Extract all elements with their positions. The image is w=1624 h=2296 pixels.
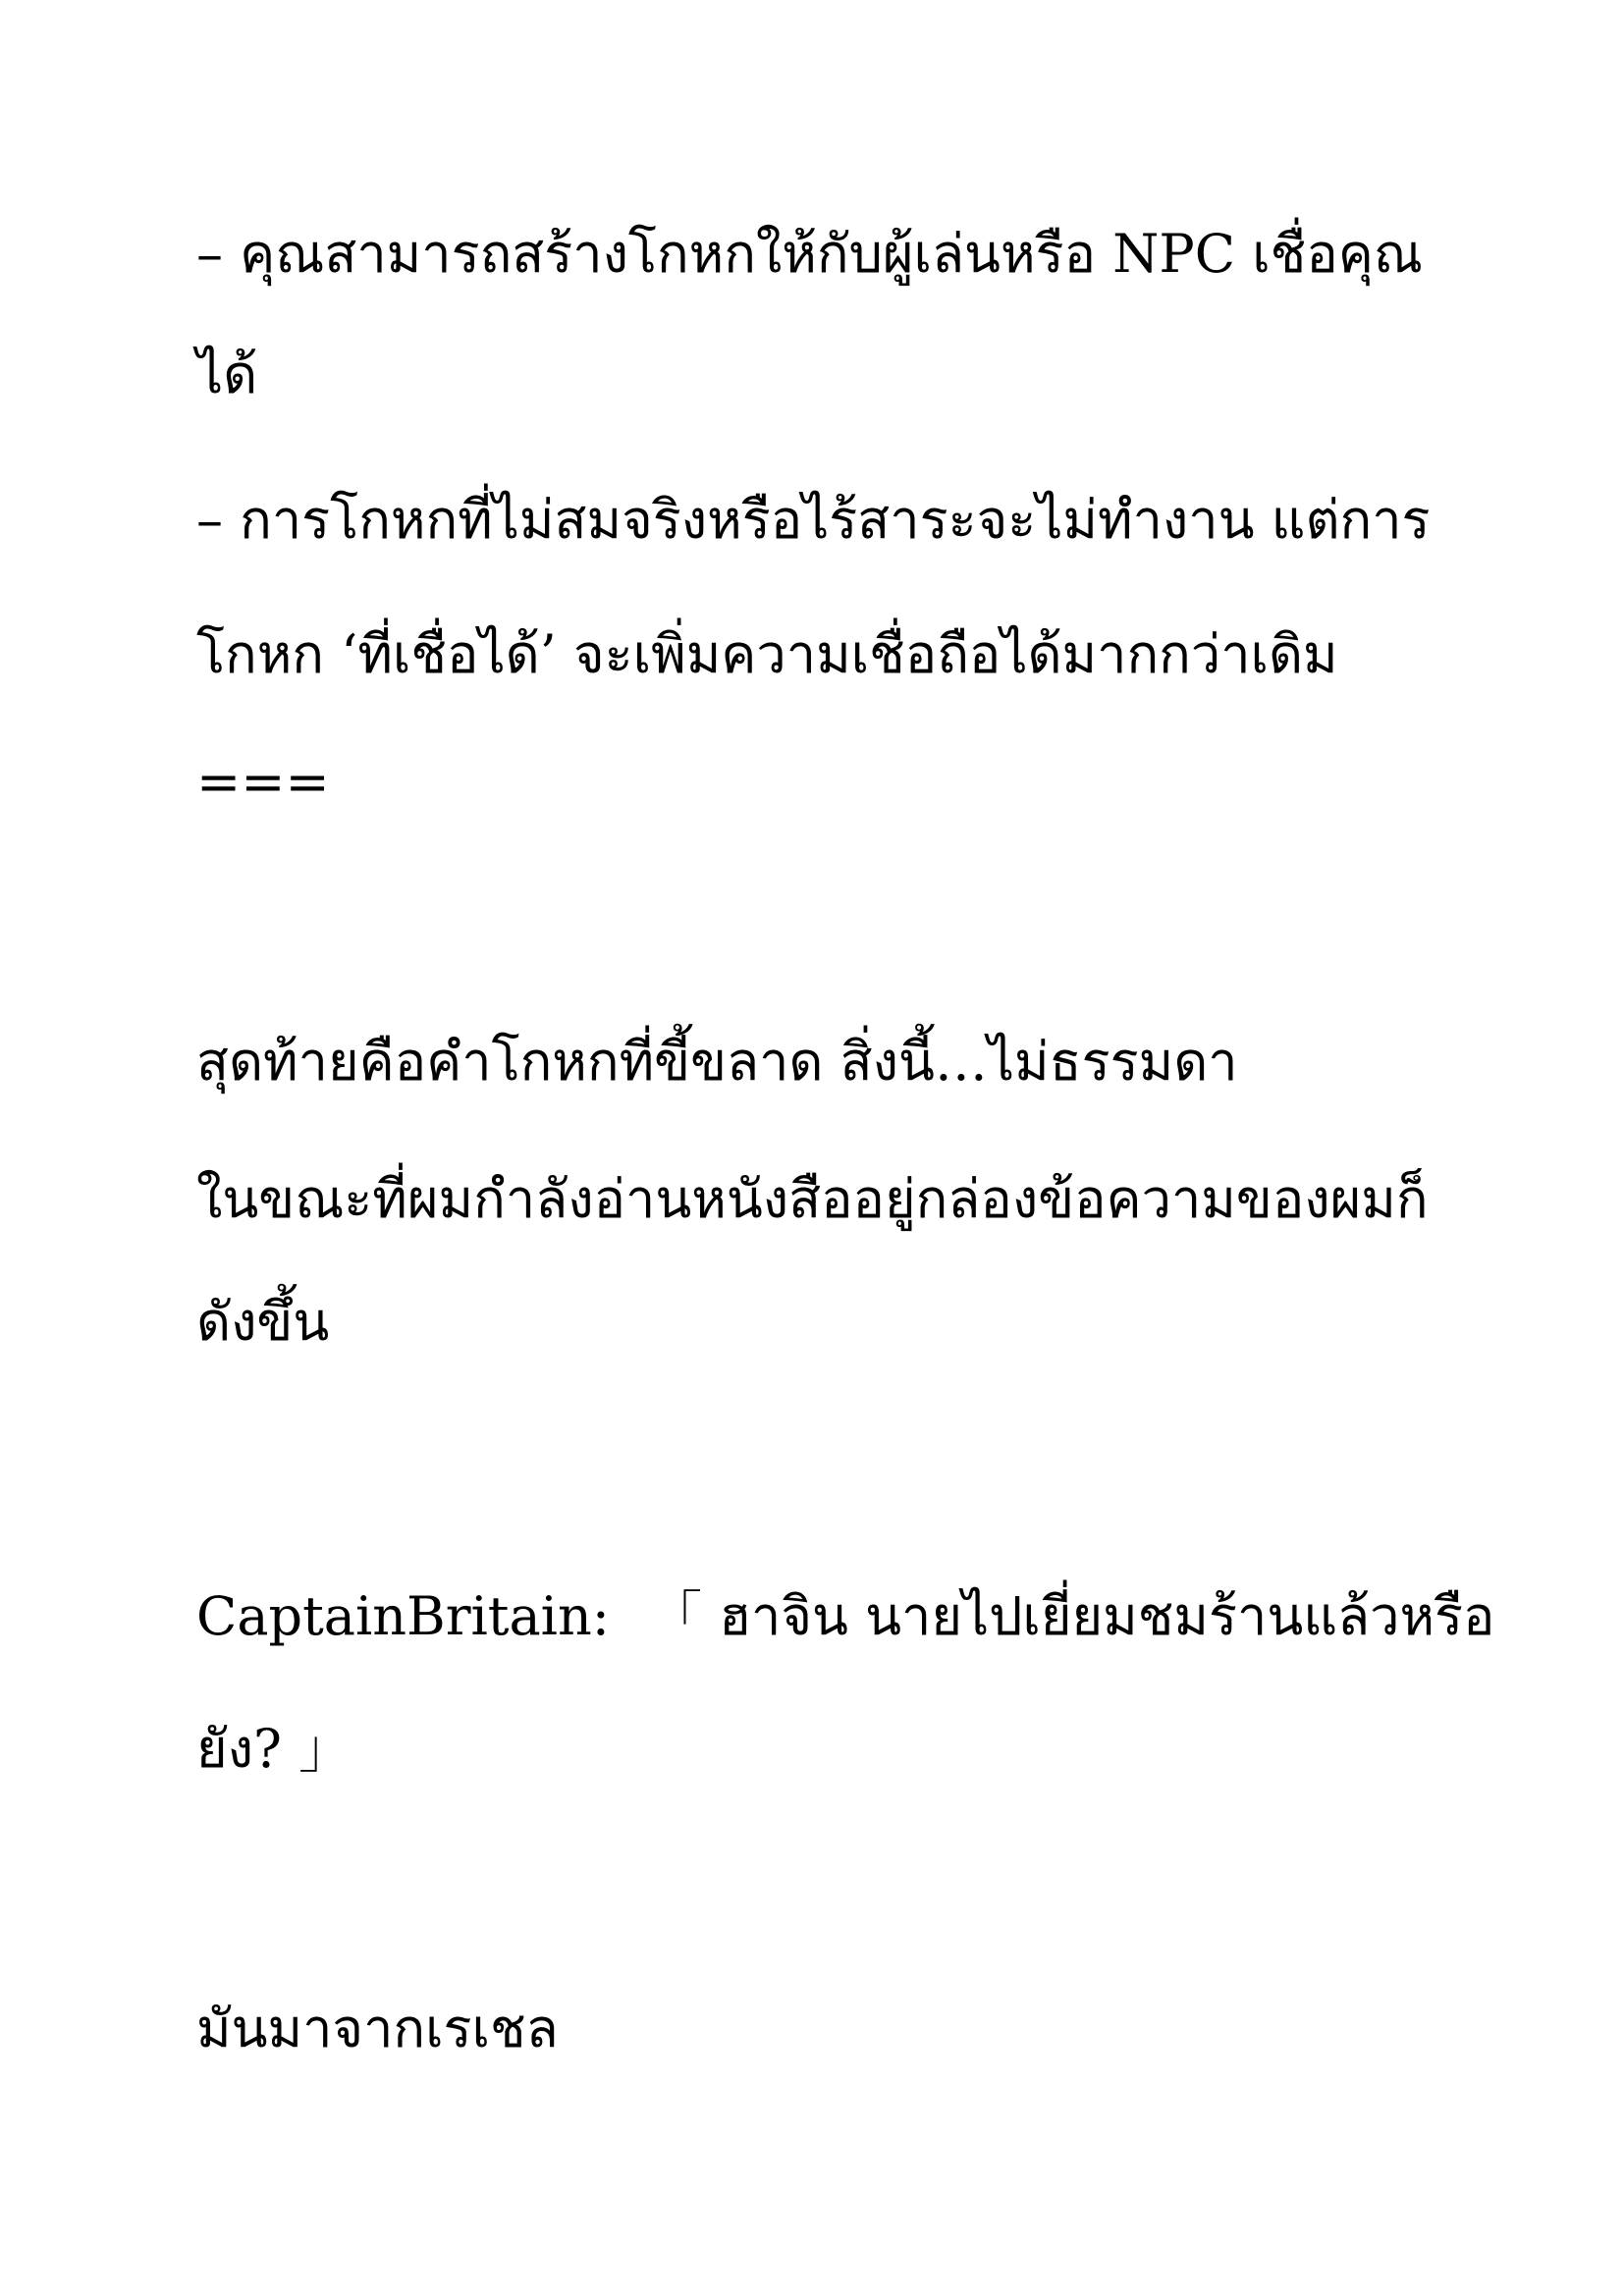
chat-message-text: 「 ฮาจิน นายไปเยี่ยมชมร้านแล้วหรือ xyxy=(648,1585,1495,1647)
paragraph-1-line-1: – คุณสามารถสร้างโกหกให้กับผู้เล่นหรือ NPC เชื่อคุณ xyxy=(196,223,1423,285)
paragraph-1-line-2: ได้ xyxy=(196,344,258,405)
chat-speaker: CaptainBritain: xyxy=(196,1585,610,1647)
paragraph-3-line-1: สุดท้ายคือคำโกหกที่ขี้ขลาด สิ่งนี้…ไม่ธรรมดา xyxy=(196,1031,1238,1093)
chat-message-line-1 xyxy=(196,1585,1495,1647)
closing-line: มันมาจากเรเชล xyxy=(196,1998,559,2059)
section-separator: === xyxy=(196,751,330,813)
chat-message-line-2: ยัง? 」 xyxy=(196,1718,352,1780)
paragraph-2-line-2: โกหก ‘ที่เชื่อได้’ จะเพิ่มความเชื่อถือได้มากกว่าเดิม xyxy=(196,623,1338,685)
paragraph-2-line-1: – การโกหกที่ไม่สมจริงหรือไร้สาระจะไม่ทำงาน แต่การ xyxy=(196,489,1431,551)
paragraph-4-line-1: ในขณะที่ผมกำลังอ่านหนังสืออยู่กล่องข้อความของผมก็ xyxy=(196,1168,1429,1230)
paragraph-4-line-2: ดังขึ้น xyxy=(196,1291,330,1353)
